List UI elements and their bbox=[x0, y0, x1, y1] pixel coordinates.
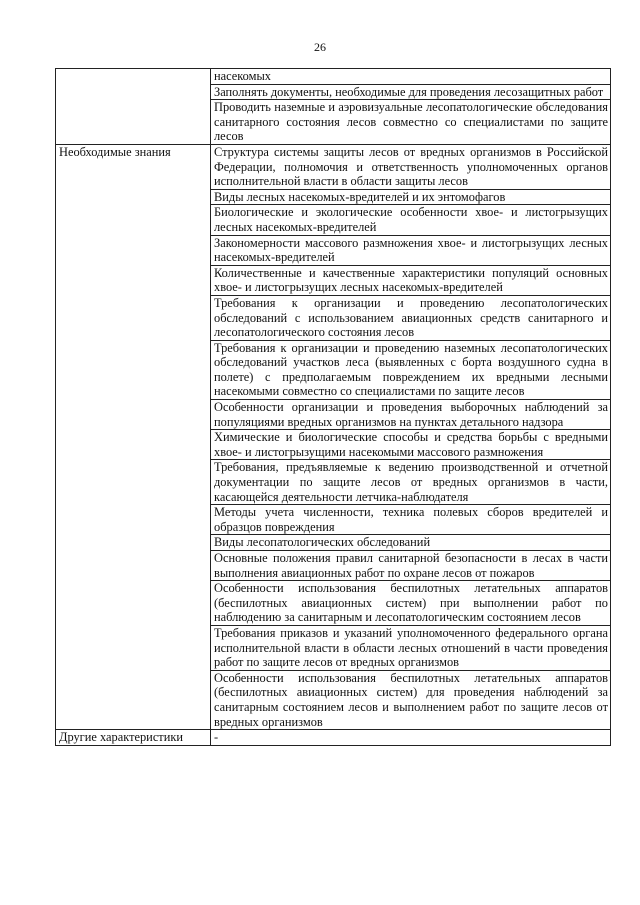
requirements-table bbox=[55, 68, 611, 746]
table-cell: Виды лесопатологических обследований bbox=[211, 535, 611, 551]
table-cell: Количественные и качественные характеристики популяций основных хвое- и листогрызущих лесных насекомых-вредителей bbox=[211, 265, 611, 295]
table-cell: Основные положения правил санитарной безопасности в лесах в части выполнения авиационных работ по охране лесов от пожаров bbox=[211, 551, 611, 581]
page-number: 26 bbox=[314, 40, 326, 54]
knowledge-label: Необходимые знания bbox=[56, 144, 211, 729]
table-cell: Химические и биологические способы и средства борьбы с вредными хвое- и листогрызущими насекомыми массового размножения bbox=[211, 430, 611, 460]
table-cell: Закономерности массового размножения хвое- и листогрызущих лесных насекомых-вредителей bbox=[211, 235, 611, 265]
table-cell: Структура системы защиты лесов от вредных организмов в Российской Федерации, полномочия и ответственность уполномоченных органов исполнительной власти в области защиты лесов bbox=[211, 144, 611, 189]
table-cell: Особенности использования беспилотных летательных аппаратов (беспилотных авиационных систем) для проведения наблюдений за санитарным состоянием лесов и выполнением работ по защите лесов от вредных организмов bbox=[211, 670, 611, 729]
table-cell: Требования приказов и указаний уполномоченного федерального органа исполнительной власти в области лесных отношений в части проведения работ по защите лесов от вредных организмов bbox=[211, 625, 611, 670]
table-cell: Особенности организации и проведения выборочных наблюдений за популяциями вредных организмов на пунктах детального надзора bbox=[211, 400, 611, 430]
table-cell: Требования к организации и проведению лесопатологических обследований с использованием авиационных средств санитарного и лесопатологического состояния лесов bbox=[211, 295, 611, 340]
table-cell: Методы учета численности, техника полевых сборов вредителей и образцов повреждения bbox=[211, 505, 611, 535]
table-cell: Особенности использования беспилотных летательных аппаратов (беспилотных авиационных систем) при выполнении работ по наблюдению за санитарным и лесопатологическим состоянием лесов bbox=[211, 581, 611, 626]
table-cell: Требования к организации и проведению наземных лесопатологических обследований участков леса (выявленных с борта воздушного судна в полете) с предполагаемым повреждением их вредными лесными насекомыми совместно со специалистами по защите лесов bbox=[211, 340, 611, 399]
other-label: Другие характеристики bbox=[56, 730, 211, 746]
table-cell: насекомых bbox=[211, 69, 611, 85]
table-cell: Требования, предъявляемые к ведению производственной и отчетной документации по защите лесов от вредных организмов в части, касающейся деятельности летчика-наблюдателя bbox=[211, 460, 611, 505]
table-cell: Проводить наземные и аэровизуальные лесопатологические обследования санитарного состояния лесов совместно со специалистами по защите лесов bbox=[211, 100, 611, 145]
table-row bbox=[56, 730, 611, 746]
table-cell: Виды лесных насекомых-вредителей и их энтомофагов bbox=[211, 189, 611, 205]
table-cell: Заполнять документы, необходимые для проведения лесозащитных работ bbox=[211, 84, 611, 100]
table-row bbox=[56, 144, 611, 189]
table-row bbox=[56, 69, 611, 85]
other-value: - bbox=[211, 730, 611, 746]
table-cell: Биологические и экологические особенности хвое- и листогрызущих лесных насекомых-вредителей bbox=[211, 205, 611, 235]
empty-label-cell bbox=[56, 69, 211, 145]
